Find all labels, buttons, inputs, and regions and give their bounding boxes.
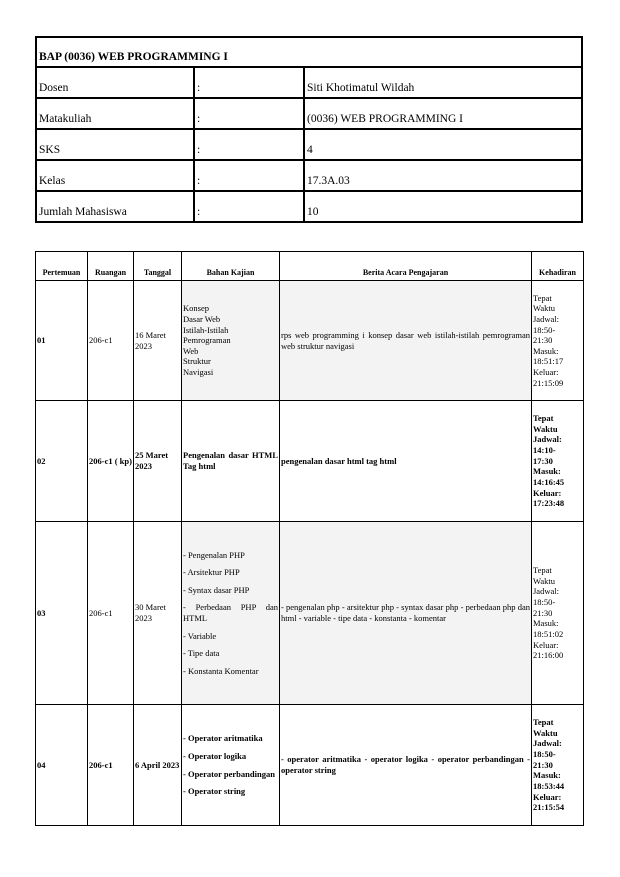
info-label: SKS: [36, 129, 194, 160]
header-kehadiran: Kehadiran: [532, 252, 584, 281]
kehadiran-line: 18:51:02: [533, 628, 564, 639]
tanggal-cell: 16 Maret 2023: [134, 281, 182, 401]
info-separator: :: [194, 129, 304, 160]
kehadiran-line: 21:15:54: [533, 802, 565, 813]
info-separator: :: [194, 191, 304, 222]
bahan-item: Navigasi: [183, 367, 214, 378]
info-value: (0036) WEB PROGRAMMING I: [304, 98, 582, 129]
kehadiran-line: Waktu: [533, 423, 558, 434]
kehadiran-line: 21:16:00: [533, 650, 564, 661]
info-value: 4: [304, 129, 582, 160]
kehadiran-line: 21:30: [533, 335, 553, 346]
kehadiran-line: 17:30: [533, 455, 553, 466]
table-row: [36, 522, 584, 705]
kehadiran-line: Jadwal:: [533, 434, 562, 445]
info-separator: :: [194, 98, 304, 129]
kehadiran-cell: [532, 705, 584, 826]
schedule-table: [35, 251, 584, 826]
kehadiran-line: 21:30: [533, 607, 553, 618]
kehadiran-line: 18:50-: [533, 324, 556, 335]
bahan-item: Struktur: [183, 356, 211, 367]
kehadiran-line: Keluar:: [533, 791, 562, 802]
kehadiran-line: 14:10-: [533, 445, 556, 456]
bahan-item: - Operator aritmatika: [183, 733, 263, 744]
bahan-item: - Perbedaan PHP dan HTML: [183, 602, 278, 623]
info-label: Matakuliah: [36, 98, 194, 129]
header-bahan-kajian: Bahan Kajian: [182, 252, 280, 281]
kehadiran-line: 21:30: [533, 759, 553, 770]
bahan-item: - Operator logika: [183, 750, 247, 761]
header-berita-acara: Berita Acara Pengajaran: [280, 252, 532, 281]
kehadiran-line: Waktu: [533, 575, 555, 586]
kehadiran-line: 18:53:44: [533, 780, 565, 791]
pertemuan-cell: 04: [36, 705, 88, 826]
info-value: 10: [304, 191, 582, 222]
bahan-item: - Arsitektur PHP: [183, 567, 240, 578]
bahan-item: - Pengenalan PHP: [183, 549, 245, 560]
kehadiran-line: Tepat: [533, 717, 554, 728]
bahan-item: Web: [183, 345, 199, 356]
info-separator: :: [194, 160, 304, 191]
kehadiran-line: 21:15:09: [533, 377, 564, 388]
kehadiran-line: 18:51:17: [533, 356, 564, 367]
kehadiran-line: 17:23:48: [533, 498, 565, 509]
kehadiran-line: Tepat: [533, 413, 554, 424]
bahan-item: Pemrograman: [183, 335, 231, 346]
bahan-item: Istilah-Istilah: [183, 324, 229, 335]
ruangan-cell: 206-c1: [88, 705, 134, 826]
info-label: Jumlah Mahasiswa: [36, 191, 194, 222]
ruangan-cell: 206-c1: [88, 522, 134, 705]
berita-cell: - operator aritmatika - operator logika - operator perbandingan - operator string: [280, 705, 532, 826]
pertemuan-cell: 03: [36, 522, 88, 705]
course-info-table: [35, 36, 583, 223]
bahan-item: - Operator perbandingan: [183, 768, 275, 779]
bahan-item: - Konstanta Komentar: [183, 665, 259, 676]
bahan-item: - Operator string: [183, 786, 246, 797]
kehadiran-line: Jadwal:: [533, 738, 562, 749]
tanggal-cell: 30 Maret 2023: [134, 522, 182, 705]
info-row-sks: [36, 129, 582, 160]
kehadiran-line: Masuk:: [533, 618, 559, 629]
table-row: [36, 705, 584, 826]
header-ruangan: Ruangan: [88, 252, 134, 281]
info-separator: :: [194, 67, 304, 98]
kehadiran-line: Keluar:: [533, 639, 559, 650]
table-row: [36, 281, 584, 401]
kehadiran-line: Masuk:: [533, 770, 561, 781]
kehadiran-line: 14:16:45: [533, 476, 565, 487]
bahan-item: Dasar Web: [183, 313, 221, 324]
info-row-matakuliah: [36, 98, 582, 129]
bahan-item: Konsep: [183, 303, 209, 314]
header-tanggal: Tanggal: [134, 252, 182, 281]
bahan-item: - Tipe data: [183, 648, 220, 659]
schedule-header-row: [36, 252, 584, 281]
document-title: BAP (0036) WEB PROGRAMMING I: [36, 37, 582, 67]
kehadiran-line: Waktu: [533, 303, 555, 314]
kehadiran-line: Tepat: [533, 292, 552, 303]
info-label: Kelas: [36, 160, 194, 191]
kehadiran-cell: [532, 522, 584, 705]
kehadiran-line: Masuk:: [533, 345, 559, 356]
info-row-jumlah-mahasiswa: [36, 191, 582, 222]
pertemuan-cell: 02: [36, 401, 88, 522]
kehadiran-line: 18:50-: [533, 597, 556, 608]
info-value: Siti Khotimatul Wildah: [304, 67, 582, 98]
kehadiran-line: Keluar:: [533, 367, 559, 378]
kehadiran-cell: [532, 281, 584, 401]
tanggal-cell: 6 April 2023: [134, 705, 182, 826]
berita-cell: rps web programming i konsep dasar web istilah-istilah pemrograman web struktur navigasi: [280, 281, 532, 401]
bahan-cell: [182, 705, 280, 826]
tanggal-cell: 25 Maret 2023: [134, 401, 182, 522]
bahan-cell: [182, 522, 280, 705]
ruangan-cell: 206-c1 ( kp): [88, 401, 134, 522]
kehadiran-line: Jadwal:: [533, 313, 559, 324]
bahan-cell: [182, 281, 280, 401]
info-row-kelas: [36, 160, 582, 191]
bahan-item: - Variable: [183, 630, 217, 641]
kehadiran-cell: [532, 401, 584, 522]
info-label: Dosen: [36, 67, 194, 98]
kehadiran-line: Masuk:: [533, 466, 561, 477]
berita-cell: - pengenalan php - arsitektur php - syntax dasar php - perbedaan php dan html - variable - tipe data - konstanta - komentar: [280, 522, 532, 705]
kehadiran-line: Keluar:: [533, 487, 562, 498]
info-row-dosen: [36, 67, 582, 98]
bahan-cell: Pengenalan dasar HTML Tag html: [182, 401, 280, 522]
kehadiran-line: Waktu: [533, 727, 558, 738]
info-value: 17.3A.03: [304, 160, 582, 191]
kehadiran-line: 18:50-: [533, 749, 556, 760]
pertemuan-cell: 01: [36, 281, 88, 401]
header-pertemuan: Pertemuan: [36, 252, 88, 281]
ruangan-cell: 206-c1: [88, 281, 134, 401]
kehadiran-line: Tepat: [533, 565, 552, 576]
bahan-item: - Syntax dasar PHP: [183, 584, 250, 595]
berita-cell: pengenalan dasar html tag html: [280, 401, 532, 522]
kehadiran-line: Jadwal:: [533, 586, 559, 597]
table-row: [36, 401, 584, 522]
